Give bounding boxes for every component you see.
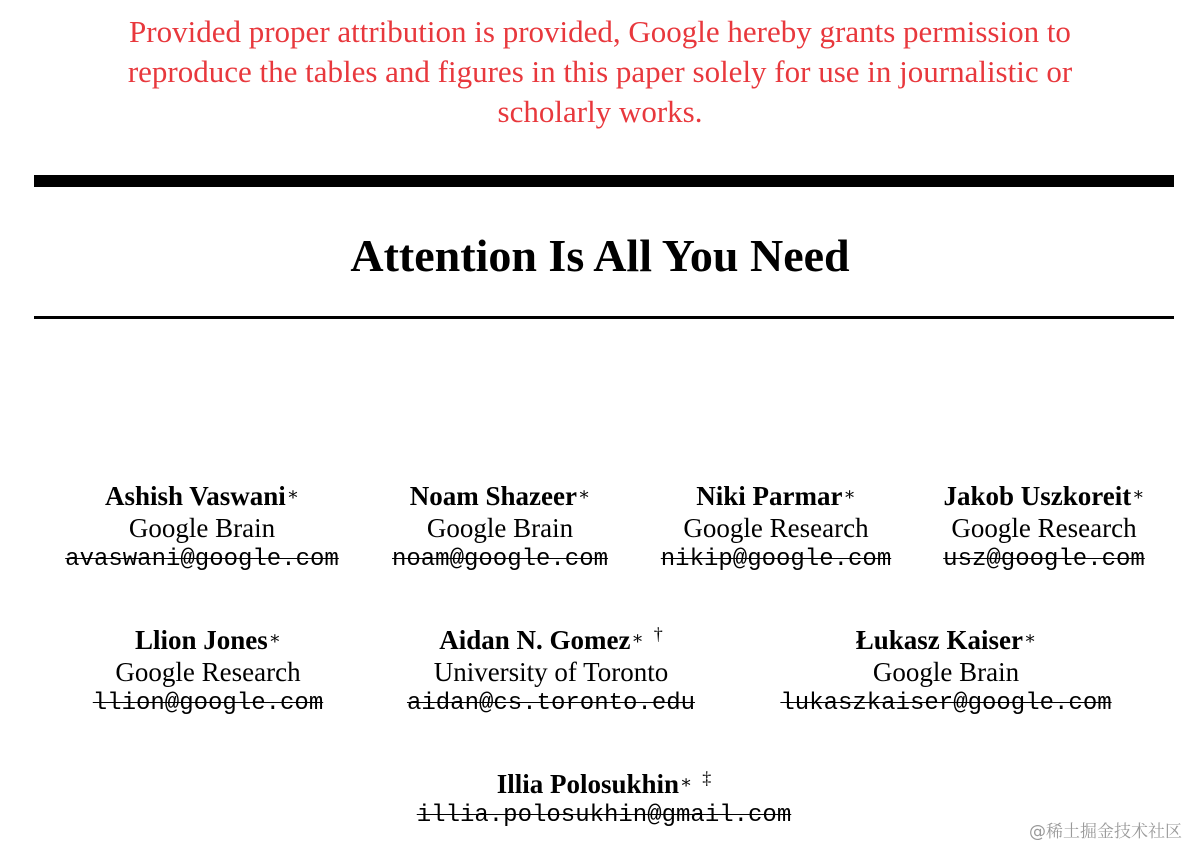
author-name: Llion Jones∗ — [134, 625, 282, 655]
equal-contribution-mark: ∗ — [577, 484, 591, 504]
author-affiliation: Google Research — [951, 513, 1137, 543]
paper-title: Attention Is All You Need — [350, 230, 850, 281]
author-ashish-vaswani — [65, 480, 339, 576]
author-affiliation: Google Research — [115, 657, 301, 687]
author-lukasz-kaiser — [780, 624, 1111, 720]
author-name: Noam Shazeer∗ — [409, 481, 591, 511]
permission-notice-line-1: Provided proper attribution is provided, Google hereby grants permission to — [129, 14, 1071, 49]
top-rule — [34, 175, 1174, 187]
author-name: Łukasz Kaiser∗ — [855, 625, 1037, 655]
author-name: Aidan N. Gomez∗ † — [439, 624, 663, 655]
equal-contribution-mark: ∗ — [1024, 628, 1037, 648]
author-name: Ashish Vaswani∗ — [104, 481, 300, 511]
permission-notice-line-3: scholarly works. — [497, 94, 703, 129]
equal-contribution-mark: ∗ — [286, 484, 300, 504]
author-aidan-gomez — [407, 624, 695, 720]
title-rule — [34, 316, 1174, 319]
author-jakob-uszkoreit — [943, 480, 1145, 576]
dagger-mark: † — [653, 624, 663, 644]
author-email: illia.polosukhin@gmail.com — [416, 802, 792, 829]
author-email: noam@google.com — [391, 546, 609, 573]
author-illia-polosukhin — [417, 768, 791, 832]
equal-contribution-mark: ∗ — [843, 484, 856, 504]
author-email: nikip@google.com — [660, 546, 892, 573]
equal-contribution-mark: ∗ — [631, 628, 644, 648]
author-affiliation: University of Toronto — [433, 657, 669, 687]
permission-notice-line-2: reproduce the tables and figures in this paper solely for use in journalistic or — [127, 54, 1073, 89]
site-watermark: @稀土掘金技术社区 — [1029, 822, 1182, 842]
author-email: aidan@cs.toronto.edu — [406, 690, 696, 717]
author-niki-parmar — [661, 480, 891, 576]
equal-contribution-mark: ∗ — [268, 628, 282, 648]
permission-notice — [0, 12, 1200, 132]
equal-contribution-mark: ∗ — [680, 772, 693, 792]
author-email: lukaszkaiser@google.com — [780, 690, 1112, 717]
author-llion-jones — [93, 624, 323, 720]
author-name: Illia Polosukhin∗ ‡ — [496, 768, 712, 799]
author-affiliation: Google Brain — [426, 513, 574, 543]
author-name: Niki Parmar∗ — [696, 481, 856, 511]
author-email: llion@google.com — [92, 690, 324, 717]
author-email: usz@google.com — [943, 546, 1145, 573]
author-noam-shazeer — [392, 480, 608, 576]
author-email: avaswani@google.com — [65, 546, 339, 573]
author-name: Jakob Uszkoreit∗ — [943, 481, 1145, 511]
equal-contribution-mark: ∗ — [1132, 484, 1145, 504]
author-affiliation: Google Brain — [872, 657, 1020, 687]
author-affiliation: Google Brain — [128, 513, 276, 543]
double-dagger-mark: ‡ — [702, 768, 712, 788]
author-affiliation: Google Research — [683, 513, 869, 543]
